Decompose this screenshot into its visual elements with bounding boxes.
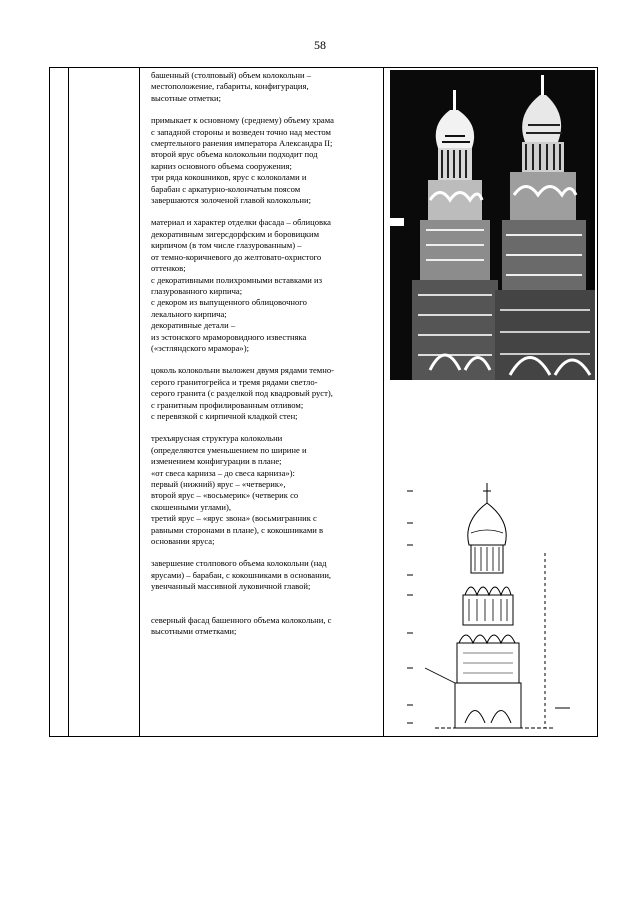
text-line: с декоративными полихромными вставками из (151, 274, 323, 285)
text-line: равными сторонами в плане), с кокошниками в (151, 524, 324, 535)
text-line: глазурованного кирпича; (151, 285, 243, 296)
text-line: башенный (столповый) объем колокольни – (151, 70, 312, 80)
text-line: трехъярусная структура колокольни (151, 433, 283, 444)
text-block-plinth (151, 365, 391, 422)
text-line: основании яруса; (151, 536, 215, 547)
text-line: изменением конфигурации в плане; (151, 456, 282, 467)
text-line: от темно-коричневого до желтовато-охристого (151, 251, 322, 262)
text-block-facade-material (151, 217, 391, 354)
text-line: первый (нижний) ярус – «четверик», (151, 479, 286, 489)
text-line: второй ярус – «восьмерик» (четверик со (151, 490, 299, 501)
text-line: барабан с аркатурно-колончатым поясом (151, 183, 301, 194)
text-line: смертельного ранения императора Александра II; (151, 138, 333, 149)
text-line: завершение столпового объема колокольни (над (151, 558, 327, 569)
text-line: с гранитным профилированным отливом; (151, 399, 304, 410)
text-block-completion (151, 558, 391, 592)
text-line: второй ярус объема колокольни подходит под (151, 149, 318, 160)
text-line: оттенков; (151, 263, 186, 274)
text-line: (определяются уменьшением по ширине и (151, 444, 307, 455)
text-line: ярусами) – барабан, с кокошниками в основании, (151, 569, 332, 580)
text-line: примыкает к основному (среднему) объему храма (151, 115, 334, 126)
text-line: из эстонского мраморовидного известняка (151, 331, 307, 342)
text-line: завершаются золоченой главой колокольни; (151, 195, 311, 206)
text-block-three-tiers (151, 433, 391, 547)
text-line: декоративные детали – (151, 320, 236, 331)
page-number: 58 (314, 38, 326, 52)
text-line: с декором из выпущенного облицовочного (151, 297, 307, 308)
column-divider (68, 68, 69, 736)
text-line: скошенными углами), (151, 501, 231, 512)
text-line: увенчанный массивной луковичной главой; (151, 581, 311, 592)
text-line: кирпичом (в том числе глазурованным) – (151, 240, 302, 251)
text-block-location (151, 115, 391, 206)
text-line: высотными отметками; (151, 626, 237, 637)
document-table (49, 67, 598, 737)
description-column (145, 68, 395, 637)
text-line: материал и характер отделки фасада – облицовка (151, 217, 331, 228)
text-line: карниз основного объема сооружения; (151, 160, 292, 171)
text-line: третий ярус – «ярус звона» (восьмигранник с (151, 513, 317, 524)
north-facade-elevation-drawing (395, 483, 595, 733)
text-line: высотные отметки; (151, 92, 222, 103)
text-line: три ряда кокошников, ярус с колоколами и (151, 172, 307, 183)
bell-tower-photo (390, 70, 595, 380)
bell-tower-photo-graphic (390, 70, 595, 380)
elevation-drawing-graphic (395, 483, 595, 733)
text-line: местоположение, габариты, конфигурация, (151, 81, 309, 92)
column-divider (139, 68, 140, 736)
text-line: «от свеса карниза – до свеса карниза»): (151, 467, 295, 478)
text-line: серого гранита (с разделкой под квадровый руст), (151, 388, 333, 399)
text-line: серого гранитогрейса и тремя рядами светло- (151, 376, 318, 387)
text-line: с западной стороны и возведен точно над местом (151, 126, 331, 137)
text-line: с перевязкой с кирпичной кладкой стен; (151, 410, 298, 421)
text-line: лекального кирпича; (151, 308, 227, 319)
text-line: («эстляндского мрамора»); (151, 342, 249, 353)
text-block-north-facade (151, 615, 391, 638)
text-line: декоративным зигерсдорфским и боровицким (151, 228, 320, 239)
text-line: северный фасад башенного объема колокольни, с (151, 614, 332, 625)
text-line: цоколь колокольни выложен двумя рядами темно- (151, 365, 334, 376)
text-block-tower-volume (151, 70, 391, 104)
